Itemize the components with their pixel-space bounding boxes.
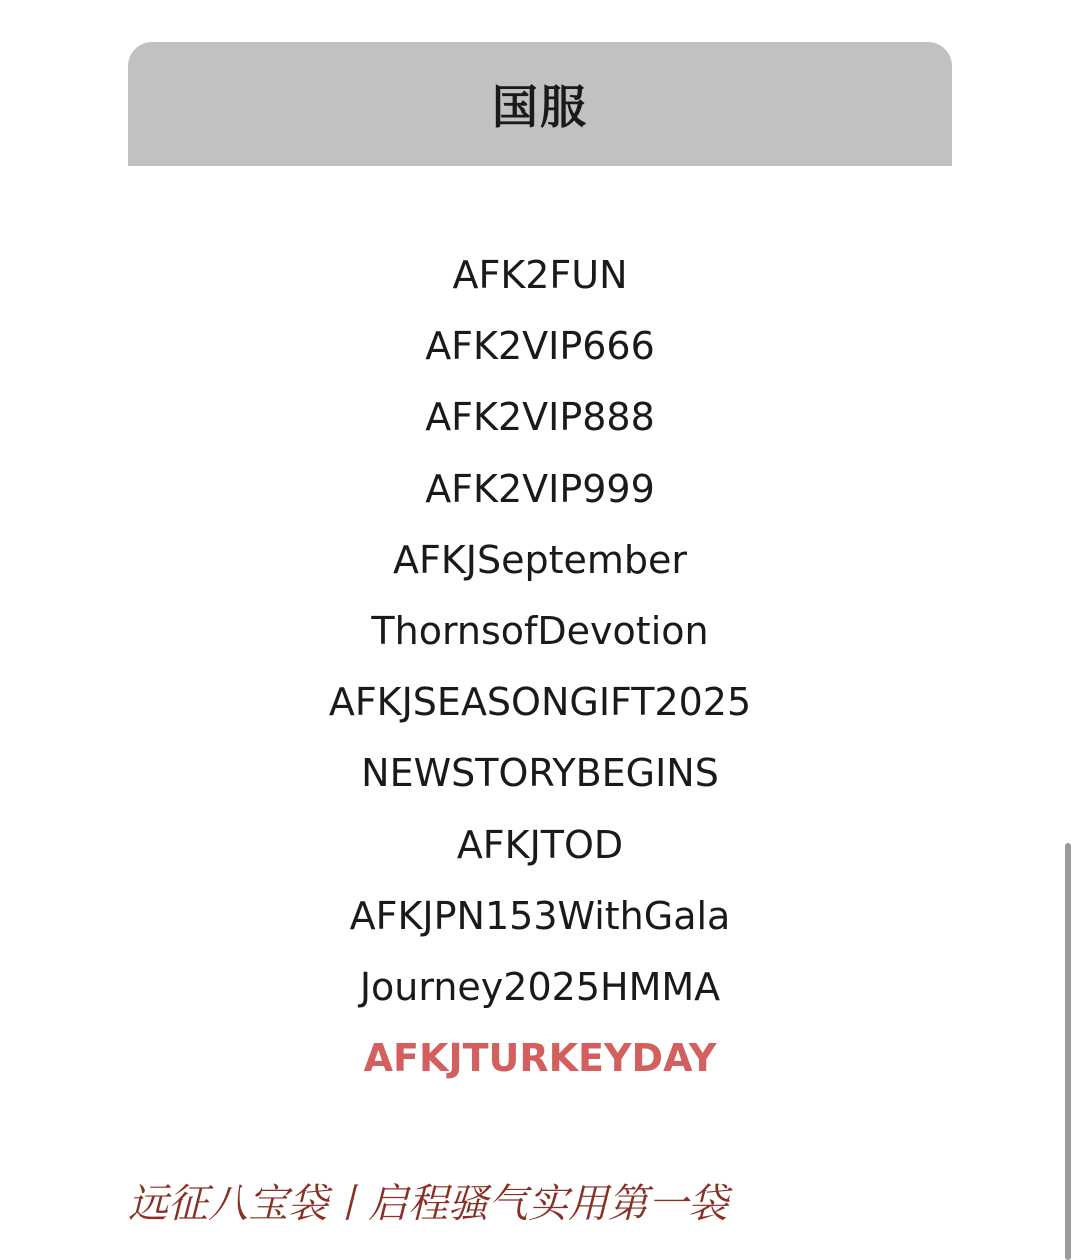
redeem-code-item: AFK2VIP888 xyxy=(425,395,655,440)
redeem-code-item: AFK2FUN xyxy=(452,253,628,297)
redeem-code-item: AFK2VIP999 xyxy=(425,466,655,511)
server-header xyxy=(128,42,952,166)
redeem-code-item: ThornsofDevotion xyxy=(371,608,709,653)
redeem-code-item: AFKJSEASONGIFT2025 xyxy=(328,680,752,725)
redeem-code-item: NEWSTORYBEGINS xyxy=(361,751,719,796)
redeem-code-item: AFKJSeptember xyxy=(392,537,688,582)
redeem-code-list xyxy=(0,240,1080,1094)
redeem-code-item: AFK2VIP666 xyxy=(425,324,655,369)
vertical-scrollbar[interactable] xyxy=(1065,843,1071,1260)
footer-caption: 远征八宝袋丨启程骚气实用第一袋 xyxy=(128,1181,728,1227)
redeem-code-item-highlighted: AFKJTURKEYDAY xyxy=(363,1036,717,1081)
server-title: 国服 xyxy=(492,80,588,134)
redeem-code-item: Journey2025HMMA xyxy=(359,964,721,1009)
redeem-code-item: AFKJTOD xyxy=(456,822,624,867)
redeem-code-item: AFKJPN153WithGala xyxy=(349,893,731,938)
